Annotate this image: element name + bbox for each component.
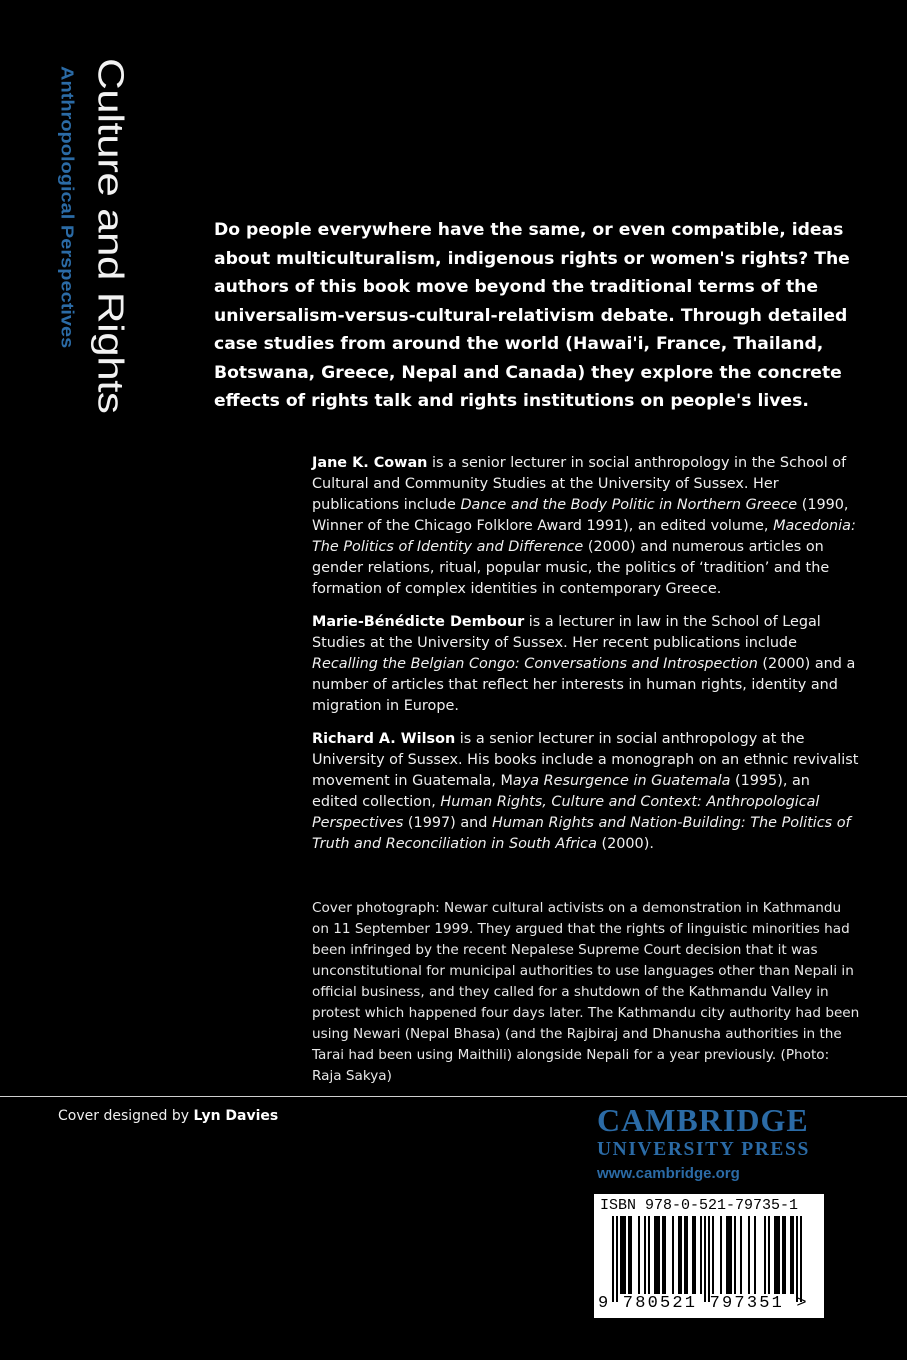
divider (0, 1096, 907, 1097)
barcode-bar (774, 1216, 776, 1294)
cover-designer (58, 1108, 278, 1124)
barcode-bar (638, 1216, 640, 1294)
barcode-bar (764, 1216, 766, 1294)
barcode-bar (648, 1216, 650, 1294)
barcode-bar (694, 1216, 696, 1294)
bio-text: is a senior lecturer in social anthropology in the School of Cultural and Community Studies at the University of Sussex. Her publications include (312, 455, 847, 513)
barcode-bar (644, 1216, 646, 1294)
book-title: aya Resurgence in Guatemala (512, 773, 731, 789)
barcode-panel (594, 1194, 824, 1318)
barcode-bar (740, 1216, 742, 1294)
spine-title: Culture and Rights (90, 58, 131, 414)
barcode-bar (778, 1216, 780, 1294)
barcode-bar (754, 1216, 756, 1294)
barcode-bar (712, 1216, 714, 1294)
designer-name: Lyn Davies (193, 1108, 279, 1124)
barcode-bar (704, 1216, 706, 1302)
barcode-bar (782, 1216, 784, 1294)
barcode-bar (796, 1216, 798, 1302)
isbn-label: ISBN 978-0-521-79735-1 (600, 1197, 799, 1214)
book-title: Human Rights, Culture and Context: Anthropological Perspectives (312, 794, 820, 831)
ean-digits: 9 780521 797351 > (598, 1294, 809, 1313)
barcode-bar (678, 1216, 680, 1294)
barcode-bar (686, 1216, 688, 1294)
barcode-bar (726, 1216, 728, 1294)
barcode-bar (672, 1216, 674, 1294)
barcode-bar (622, 1216, 624, 1294)
photo-credit: Cover photograph: Newar cultural activists on a demonstration in Kathmandu on 11 September 1999. They argued that the rights of linguistic minorities had been infringed by the recent Nepalese Supreme Court decision that it was unconstitutional for municipal authorities to use languages other than Nepali in official business, and they called for a shutdown of the Kathmandu Valley in protest which happened four days later. The Kathmandu city authority had been using Newari (Nepal Bhasa) (and the Rajbiraj and Dhanusha authorities in the Tarai had been using Maithili) alongside Nepali for a year previously. (Photo: Raja Sakya) (312, 900, 860, 1084)
barcode-bar (628, 1216, 630, 1294)
barcode-bar (776, 1216, 778, 1294)
designer-prefix: Cover designed by (58, 1108, 194, 1124)
spine-subtitle: Anthropological Perspectives (57, 66, 77, 349)
barcode-bar (662, 1216, 664, 1294)
bio-text: (2000) and a number of articles that reflect her interests in human rights, identity and migration in Europe. (312, 656, 856, 714)
bio-text: (2000). (596, 836, 654, 852)
bio-text: (2000) and numerous articles on gender relations, ritual, popular music, the politics of ‘tradition’ and the formation of complex identities in contemporary Greece. (312, 539, 830, 597)
barcode-bar (792, 1216, 794, 1294)
bio-text: (1990, Winner of the Chicago Folklore Award 1991), an edited volume, (312, 497, 849, 534)
bio-wilson (312, 729, 860, 855)
barcode-bar (616, 1216, 618, 1302)
barcode-bar (624, 1216, 626, 1294)
barcode-bar (692, 1216, 694, 1294)
barcode-bar (748, 1216, 750, 1294)
author-name: Marie-Bénédicte Dembour (312, 614, 525, 630)
barcode-bar (656, 1216, 658, 1294)
barcode-bar (730, 1216, 732, 1294)
book-title: Macedonia: The Politics of Identity and Difference (312, 518, 856, 555)
bio-dembour (312, 612, 860, 717)
barcode-bar (728, 1216, 730, 1294)
barcode-bar (790, 1216, 792, 1294)
bio-text: is a senior lecturer in social anthropology at the University of Sussex. His books include a monograph on an ethnic revivalist movement in Guatemala, M (312, 731, 859, 789)
publisher-logo-name: CAMBRIDGE (597, 1102, 809, 1138)
barcode-bar (654, 1216, 656, 1294)
bio-cowan (312, 453, 860, 600)
barcode-bar (734, 1216, 736, 1294)
author-name: Richard A. Wilson (312, 731, 456, 747)
barcode-bar (630, 1216, 632, 1294)
barcode-bar (612, 1216, 614, 1302)
barcode-bar (768, 1216, 770, 1294)
barcode-bar (684, 1216, 686, 1294)
barcode-bar (784, 1216, 786, 1294)
barcode-bar (680, 1216, 682, 1294)
bio-text: (1997) and (403, 815, 493, 831)
author-bios (312, 453, 860, 867)
barcode-bar (700, 1216, 702, 1294)
blurb: Do people everywhere have the same, or even compatible, ideas about multiculturalism, indigenous rights or women's rights? The authors of this book move beyond the traditional terms of the universalism-versus-cultural-relativism debate. Through detailed case studies from around the world (Hawai'i, France, Thailand, Botswana, Greece, Nepal and Canada) they explore the concrete effects of rights talk and rights institutions on people's lives. (214, 220, 850, 411)
publisher-website: www.cambridge.org (597, 1165, 740, 1182)
barcode-bar (800, 1216, 802, 1302)
book-title: Human Rights and Nation-Building: The Politics of Truth and Reconciliation in South Africa (312, 815, 851, 852)
barcode-bar (658, 1216, 660, 1294)
barcode-bar (664, 1216, 666, 1294)
bio-text: (1995), an edited collection, (312, 773, 810, 810)
bio-text: is a lecturer in law in the School of Legal Studies at the University of Sussex. Her recent publications include (312, 614, 821, 651)
barcode-bar (620, 1216, 622, 1294)
author-name: Jane K. Cowan (312, 455, 428, 471)
book-title: Dance and the Body Politic in Northern Greece (460, 497, 798, 513)
book-title: Recalling the Belgian Congo: Conversations and Introspection (312, 656, 758, 672)
barcode-bar (720, 1216, 722, 1294)
publisher-logo-press: UNIVERSITY PRESS (597, 1139, 810, 1160)
barcode-bar (708, 1216, 710, 1302)
